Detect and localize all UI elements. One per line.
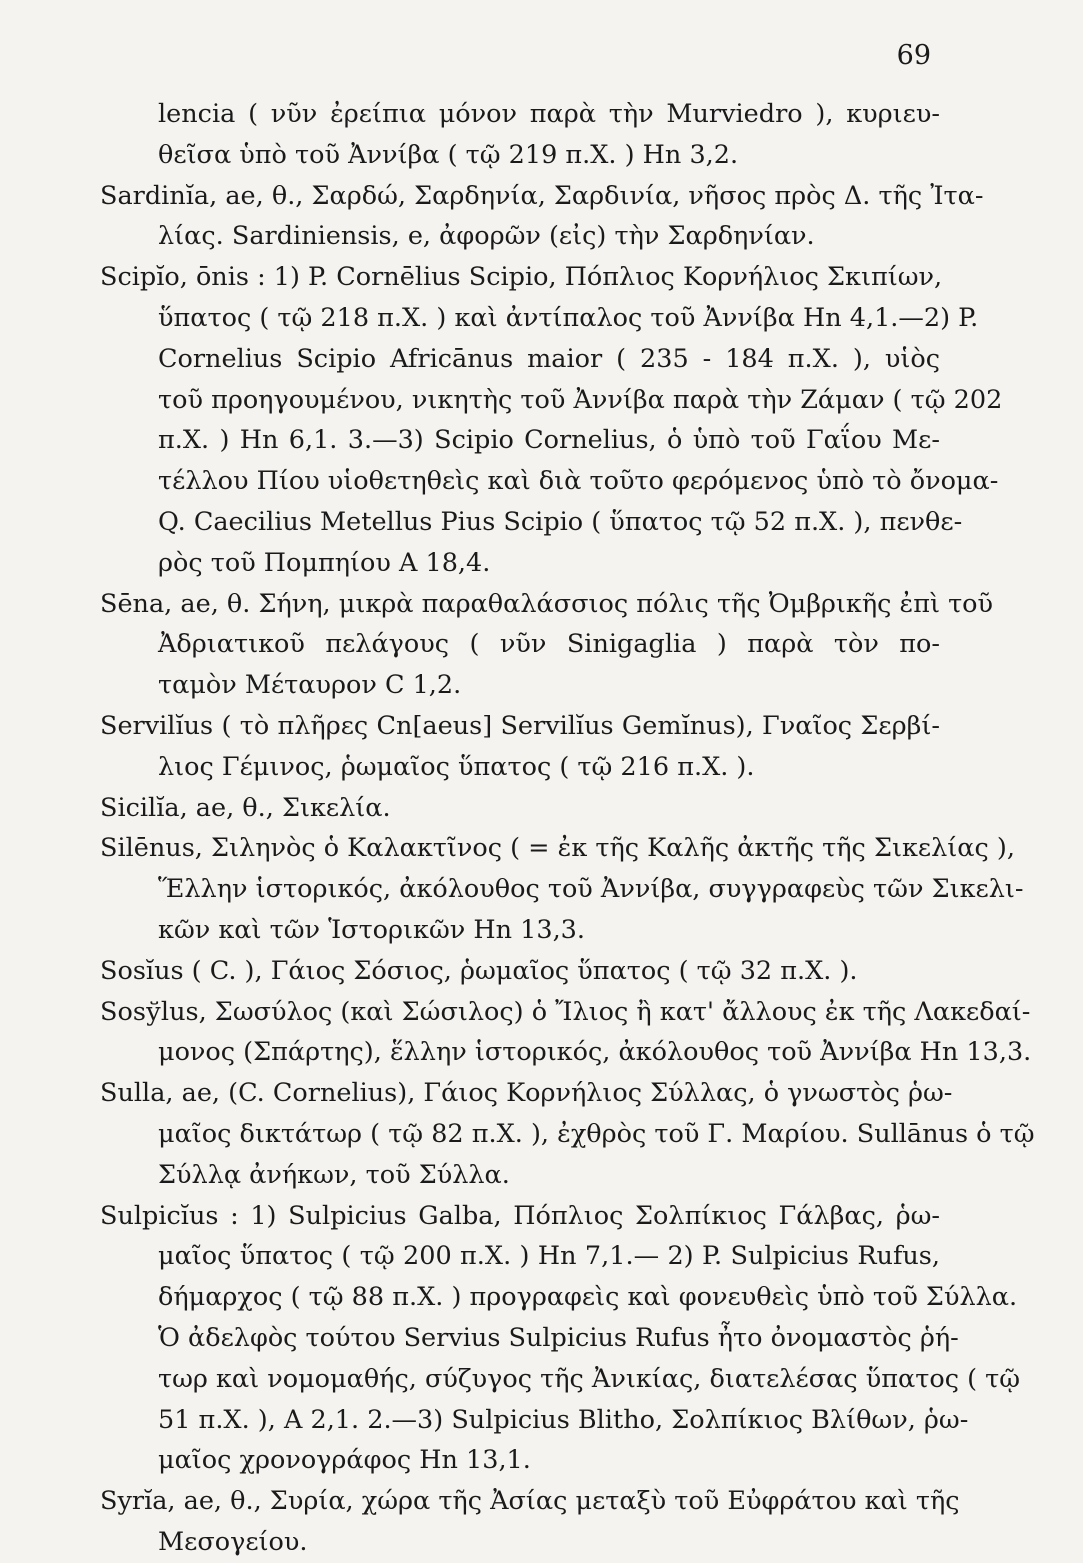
text-line: Syrĭa, ae, θ., Συρία, χώρα τῆς Ἀσίας μεταξὺ τοῦ Εὐφράτου καὶ τῆς	[100, 1486, 960, 1517]
page-number: 69	[896, 40, 931, 71]
text-line: λιος Γέμινος, ῥωμαῖος ὕπατος ( τῷ 216 π.Χ. ).	[158, 751, 755, 782]
text-line: lencia ( νῦν ἐρείπια μόνον παρὰ τὴν Murviedro ), κυριευ-	[158, 99, 940, 129]
text-line: θεῖσα ὑπὸ τοῦ Ἀννίβα ( τῷ 219 π.Χ. ) Hn 3,2.	[158, 139, 739, 170]
text-line: Ἕλλην ἱστορικός, ἀκόλουθος τοῦ Ἀννίβα, συγγραφεὺς τῶν Σικελι-	[158, 874, 1024, 905]
text-line: Sosĭus ( C. ), Γάιος Σόσιος, ῥωμαῖος ὕπατος ( τῷ 32 π.Χ. ).	[100, 955, 858, 986]
text-line: Silēnus, Σιληνὸς ὁ Καλακτῖνος ( = ἐκ τῆς Καλῆς ἀκτῆς τῆς Σικελίας ),	[100, 833, 1015, 864]
dictionary-column	[100, 94, 1035, 1563]
text-line: Sicilĭa, ae, θ., Σικελία.	[100, 792, 391, 823]
text-line: Sēna, ae, θ. Σήνη, μικρὰ παραθαλάσσιος πόλις τῆς Ὀμβρικῆς ἐπὶ τοῦ	[100, 588, 994, 619]
text-line: ταμὸν Μέταυρον C 1,2.	[158, 670, 462, 701]
text-line: Σύλλᾳ ἀνήκων, τοῦ Σύλλα.	[158, 1159, 510, 1190]
text-line: π.Χ. ) Hn 6,1. 3.—3) Scipio Cornelius, ὁ ὑπὸ τοῦ Γαΐου Με-	[158, 425, 940, 456]
text-line: Μεσογείου.	[158, 1526, 308, 1557]
text-line: μαῖος χρονογράφος Hn 13,1.	[158, 1445, 531, 1476]
text-line: Servilĭus ( τὸ πλῆρες Cn[aeus] Servilĭus Gemĭnus), Γναῖος Σερβί-	[100, 710, 940, 741]
text-line: Sulpicĭus : 1) Sulpicius Galba, Πόπλιος Σολπίκιος Γάλβας, ῥω-	[100, 1200, 940, 1231]
text-line: τοῦ προηγουμένου, νικητὴς τοῦ Ἀννίβα παρὰ τὴν Ζάμαν ( τῷ 202	[158, 384, 1003, 415]
text-line: τέλλου Πίου υἱοθετηθεὶς καὶ διὰ τοῦτο φερόμενος ὑπὸ τὸ ὄνομα-	[158, 466, 999, 497]
text-line: Ὁ ἀδελφὸς τούτου Servius Sulpicius Rufus ἦτο ὀνομαστὸς ῥή-	[158, 1322, 959, 1353]
text-line: 51 π.Χ. ), A 2,1. 2.—3) Sulpicius Blitho, Σολπίκιος Βλίθων, ῥω-	[158, 1404, 969, 1435]
text-line: Ἀδριατικοῦ πελάγους ( νῦν Sinigaglia ) παρὰ τὸν πο-	[158, 629, 940, 660]
text-line: λίας. Sardiniensis, e, ἀφορῶν (εἰς) τὴν Σαρδηνίαν.	[158, 221, 815, 252]
text-line: μαῖος ὕπατος ( τῷ 200 π.Χ. ) Hn 7,1.— 2) P. Sulpicius Rufus,	[158, 1241, 940, 1272]
text-line: ρὸς τοῦ Πομπηίου A 18,4.	[158, 547, 491, 578]
text-line: Sosўlus, Σωσύλος (καὶ Σώσιλος) ὁ Ἴλιος ἢ κατ' ἄλλους ἐκ τῆς Λακεδαί-	[100, 996, 1031, 1027]
text-line: μαῖος δικτάτωρ ( τῷ 82 π.Χ. ), ἐχθρὸς τοῦ Γ. Μαρίου. Sullānus ὁ τῷ	[158, 1118, 1035, 1149]
text-line: Q. Caecilius Metellus Pius Scipio ( ὕπατος τῷ 52 π.Χ. ), πενθε-	[158, 506, 963, 537]
text-line: Scipĭo, ōnis : 1) P. Cornēlius Scipio, Πόπλιος Κορνήλιος Σκιπίων,	[100, 262, 943, 293]
text-line: τωρ καὶ νομομαθής, σύζυγος τῆς Ἀνικίας, διατελέσας ὕπατος ( τῷ	[158, 1363, 1021, 1394]
text-line: δήμαρχος ( τῷ 88 π.Χ. ) προγραφεὶς καὶ φονευθεὶς ὑπὸ τοῦ Σύλλα.	[158, 1282, 1018, 1313]
text-line: μονος (Σπάρτης), ἕλλην ἱστορικός, ἀκόλουθος τοῦ Ἀννίβα Hn 13,3.	[158, 1037, 1032, 1068]
text-line: Sulla, ae, (C. Cornelius), Γάιος Κορνήλιος Σύλλας, ὁ γνωστὸς ῥω-	[100, 1078, 953, 1109]
text-line: Sardinĭa, ae, θ., Σαρδώ, Σαρδηνία, Σαρδινία, νῆσος πρὸς Δ. τῆς Ἰτα-	[100, 180, 984, 211]
text-line: κῶν καὶ τῶν Ἱστορικῶν Hn 13,3.	[158, 914, 586, 945]
text-line: ὕπατος ( τῷ 218 π.Χ. ) καὶ ἀντίπαλος τοῦ Ἀννίβα Hn 4,1.—2) P.	[158, 302, 979, 333]
text-line: Cornelius Scipio Africānus maior ( 235 - 184 π.Χ. ), υἱὸς	[158, 343, 940, 374]
